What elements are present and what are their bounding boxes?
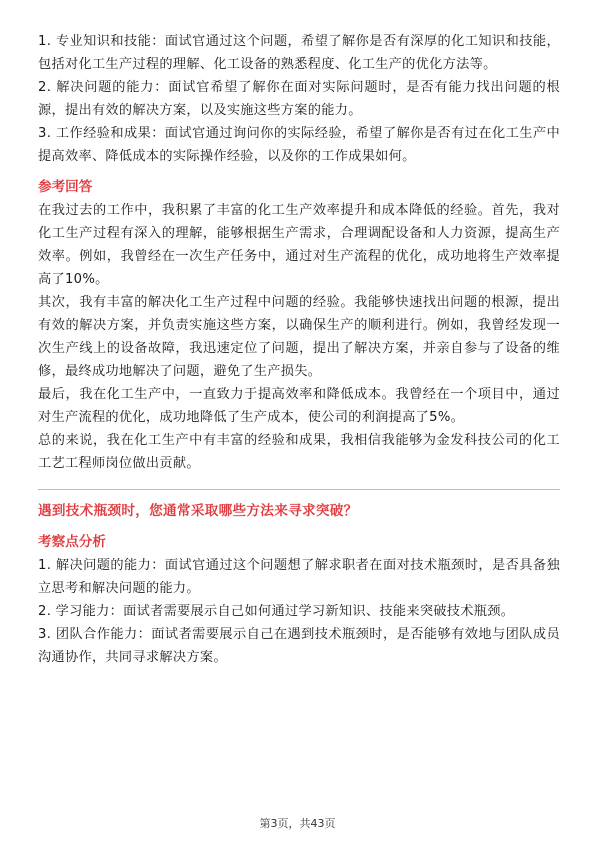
list-item: 2. 解决问题的能力：面试官希望了解你在面对实际问题时，是否有能力找出问题的根源，提出有效的解决方案，以及实施这些方案的能力。 (38, 80, 560, 118)
prev-answer-points (38, 30, 560, 168)
section-divider (38, 489, 560, 490)
reference-answer-body (38, 199, 560, 475)
list-item: 3. 工作经验和成果：面试官通过询问你的实际经验，希望了解你是否有过在化工生产中提高效率、降低成本的实际操作经验，以及你的工作成果如何。 (38, 126, 560, 164)
answer-paragraph: 其次，我有丰富的解决化工生产过程中问题的经验。我能够快速找出问题的根源，提出有效的解决方案，并负责实施这些方案，以确保生产的顺利进行。例如，我曾经发现一次生产线上的设备故障，我迅速定位了问题，提出了解决方案，并亲自参与了设备的维修，最终成功地解决了问题，避免了生产损失。 (38, 295, 560, 379)
answer-paragraph: 总的来说，我在化工生产中有丰富的经验和成果，我相信我能够为金发科技公司的化工工艺工程师岗位做出贡献。 (38, 433, 560, 471)
answer-paragraph: 在我过去的工作中，我积累了丰富的化工生产效率提升和成本降低的经验。首先，我对化工生产过程有深入的理解，能够根据生产需求，合理调配设备和人力资源，提高生产效率。例如，我曾经在一次生产任务中，通过对生产流程的优化，成功地将生产效率提高了10%。 (38, 203, 560, 287)
analysis-heading: 考察点分析 (38, 534, 106, 550)
list-item: 3. 团队合作能力：面试者需要展示自己在遇到技术瓶颈时，是否能够有效地与团队成员沟通协作，共同寻求解决方案。 (38, 627, 560, 665)
page-footer: 第3页，共43页 (259, 817, 336, 830)
page-content (38, 30, 560, 669)
answer-paragraph: 最后，我在化工生产中，一直致力于提高效率和降低成本。我曾经在一个项目中，通过对生产流程的优化，成功地降低了生产成本，使公司的利润提高了5%。 (38, 387, 560, 425)
reference-answer-heading: 参考回答 (38, 179, 93, 195)
list-item: 2. 学习能力：面试者需要展示自己如何通过学习新知识、技能来突破技术瓶颈。 (38, 604, 515, 619)
list-item: 1. 解决问题的能力：面试官通过这个问题想了解求职者在面对技术瓶颈时，是否具备独立思考和解决问题的能力。 (38, 558, 560, 596)
analysis-points (38, 554, 560, 669)
list-item: 1. 专业知识和技能：面试官通过这个问题，希望了解你是否有深厚的化工知识和技能，包括对化工生产过程的理解、化工设备的熟悉程度、化工生产的优化方法等。 (38, 34, 560, 72)
question-title: 遇到技术瓶颈时，您通常采取哪些方法来寻求突破？ (38, 503, 358, 519)
